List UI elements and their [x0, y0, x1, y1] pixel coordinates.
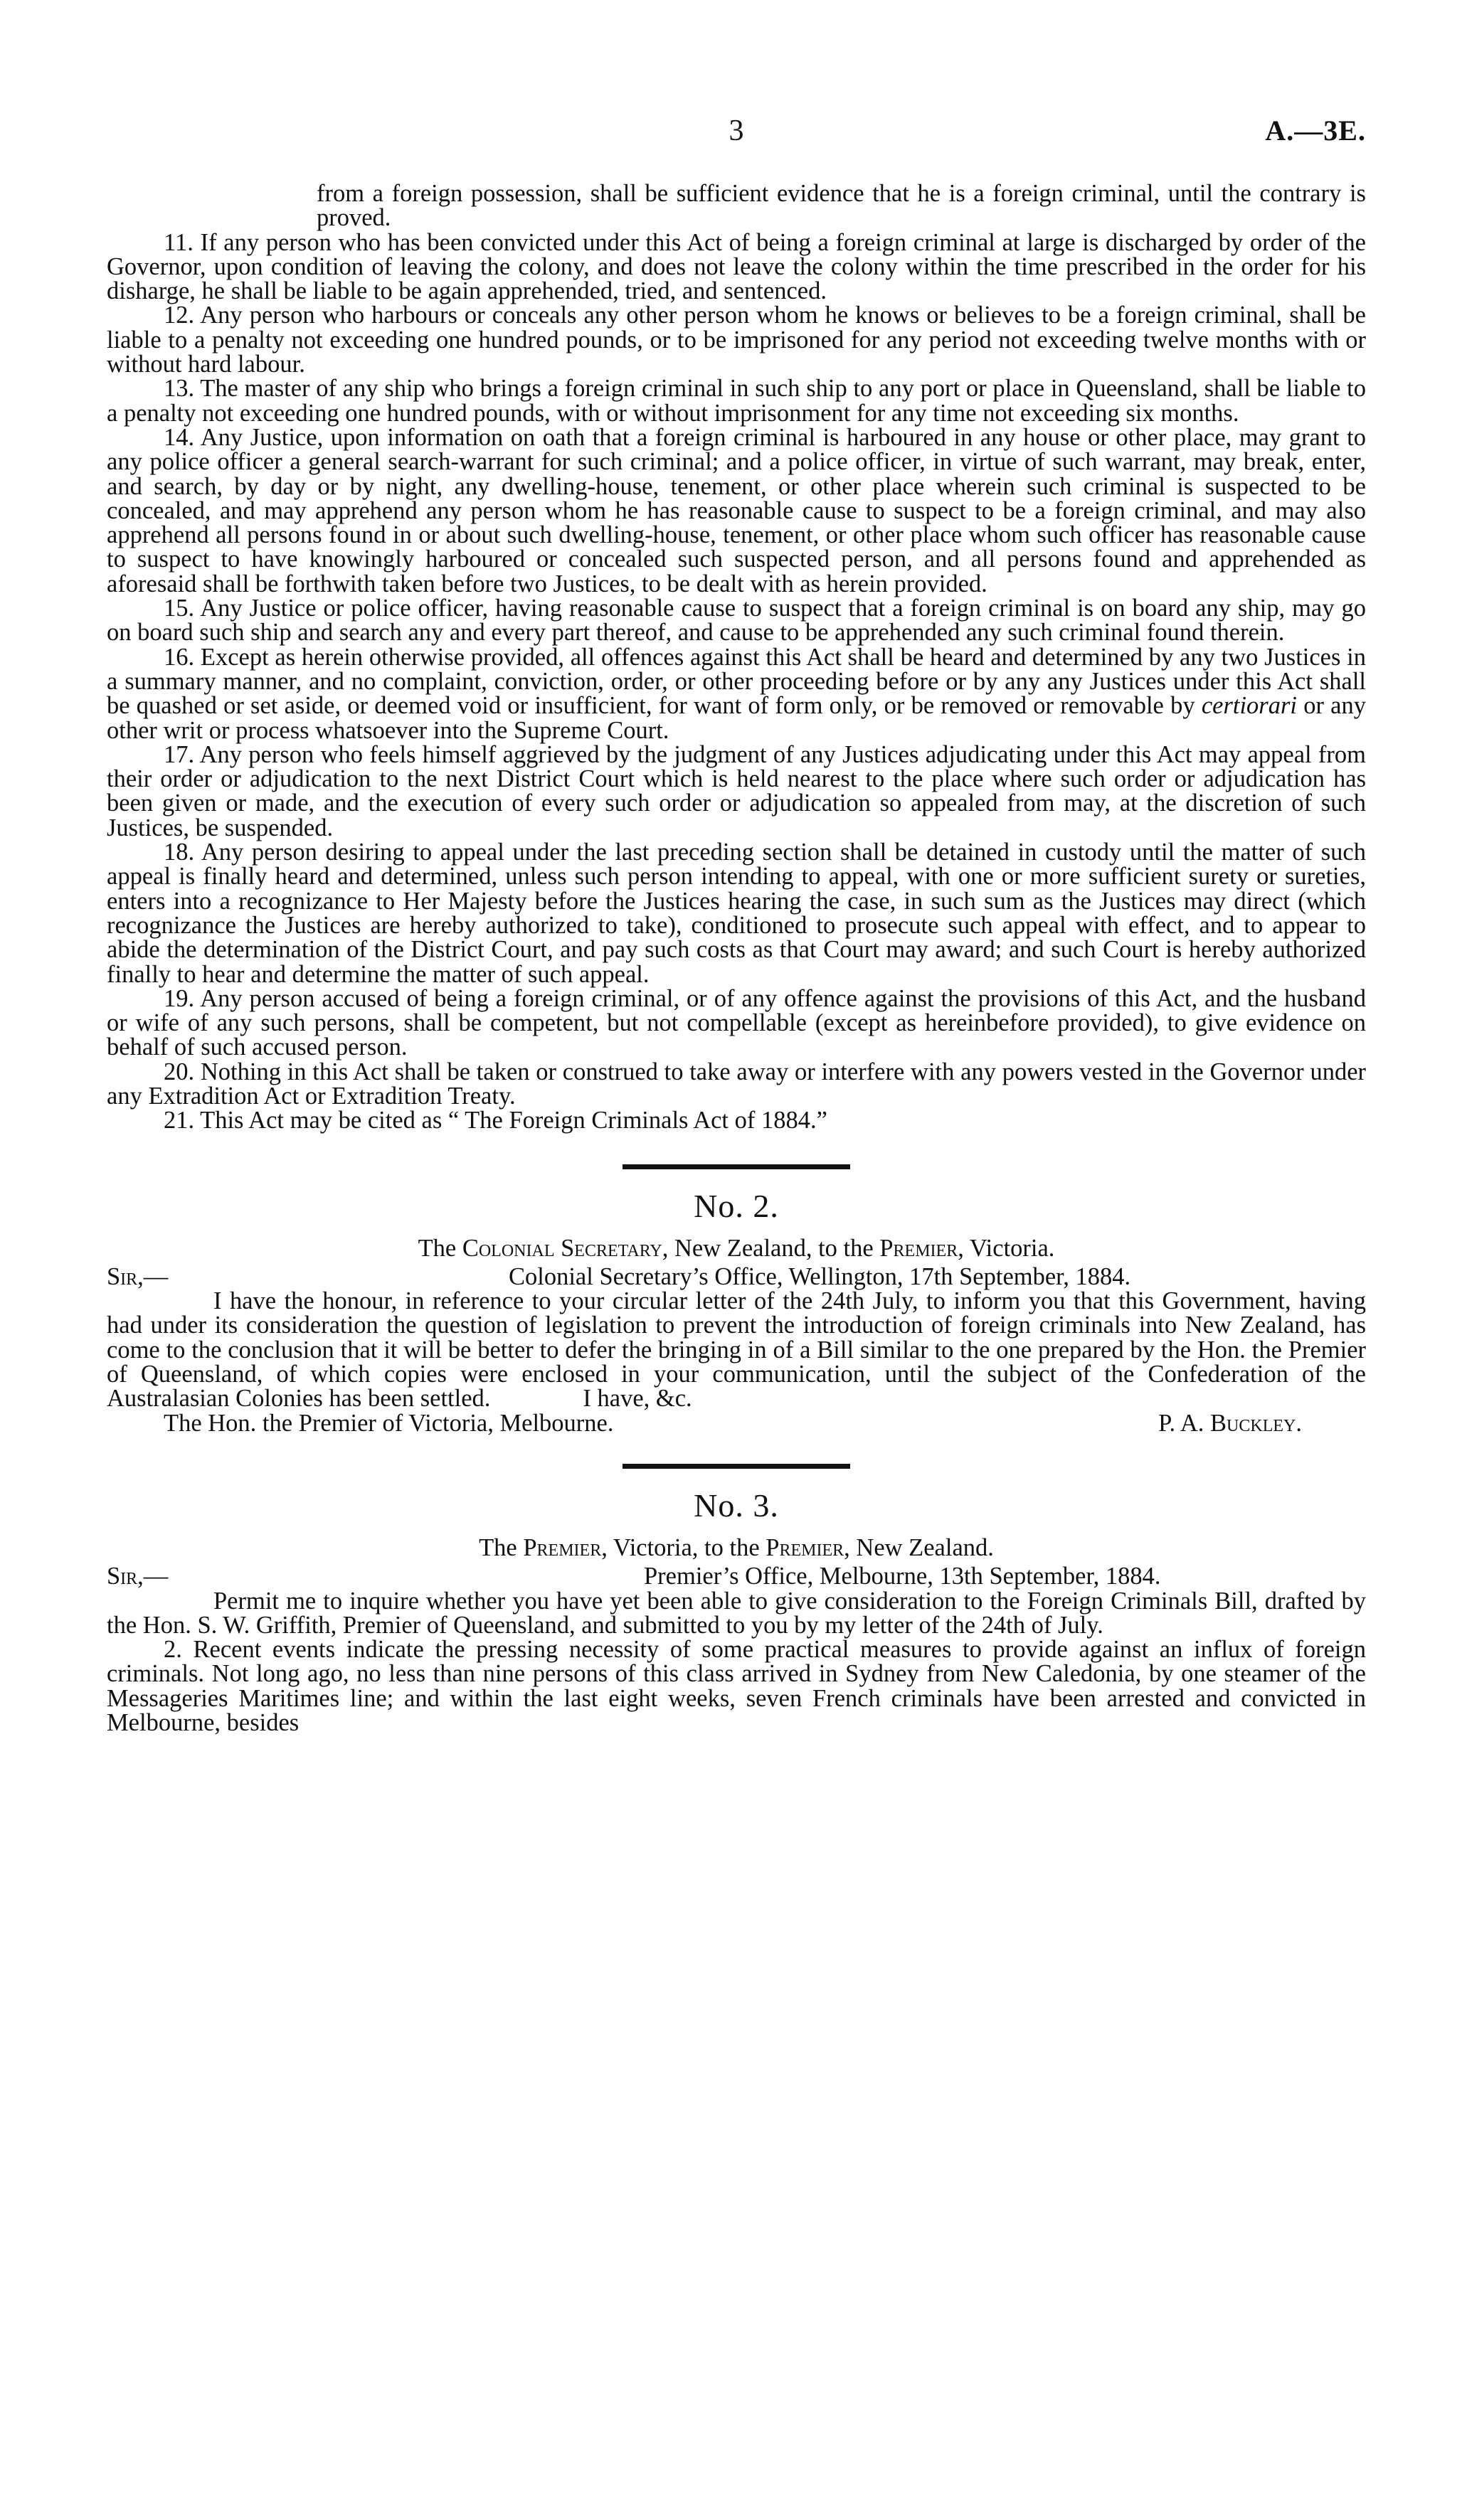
section-16	[107, 645, 1366, 743]
letter-2-to-title: Premier	[879, 1234, 958, 1262]
letter-3-from-mid: , Victoria, to the	[601, 1533, 766, 1561]
section-divider-rule	[623, 1164, 850, 1169]
letter-2-addressee: The Hon. the Premier of Victoria, Melbourne.	[164, 1409, 614, 1437]
letter-3-to-suffix: , New Zealand.	[844, 1533, 994, 1561]
section-16-certiorari: certiorari	[1201, 692, 1297, 720]
letter-3-salutation: Sir,—	[107, 1563, 169, 1590]
letter-2-salutation: Sir,—	[107, 1262, 169, 1290]
letter-2-salutation-row	[107, 1262, 1366, 1290]
letter-2-to-suffix: , Victoria.	[958, 1234, 1055, 1262]
section-divider-rule-2	[623, 1464, 850, 1469]
letter-2-number: No. 2.	[694, 1187, 779, 1224]
letter-2-body	[107, 1287, 1366, 1413]
section-18: 18. Any person desiring to appeal under the last preceding section shall be detained in custody until the matter of such appeal is finally heard and determined, unless such person intending to appeal, with one or more sufficient surety or sureties, enters into a recognizance to Her Majesty before the Justices hearing the case, in such sum as the Justices may direct (which recognizance the Justices are hereby authorized to take), conditioned to prosecute such appeal with effect, and to appear to abide the determination of the District Court, and pay such costs as that Court may award; and such Court is hereby authorized finally to hear and determine the matter of such appeal.	[107, 839, 1366, 988]
letter-3-salutation-row	[107, 1564, 1366, 1588]
letter-2-from-title: Colonial Secretary	[462, 1234, 662, 1262]
section-12: 12. Any person who harbours or conceals any other person whom he knows or believes to be a foreign criminal, shall be liable to a penalty not exceeding one hundred pounds, or to be imprisoned for any period not exceeding twelve months with or without hard labour.	[107, 302, 1366, 378]
letter-2-place-date: Colonial Secretary’s Office, Wellington, 17th September, 1884.	[509, 1262, 1131, 1290]
section-19: 19. Any person accused of being a foreign criminal, or of any offence against the provisions of this Act, and the husband or wife of any such persons, shall be competent, but not compellable (except as hereinbefore provided), to give evidence on behalf of such accused person.	[107, 984, 1366, 1061]
section-17: 17. Any person who feels himself aggrieved by the judgment of any Justices adjudicating under this Act may appeal from their order or adjudication to the next District Court which is held nearest to the place where such order or adjudication has been given or made, and the execution of every such order or adjudication so appealed from may, at the discretion of such Justices, be suspended.	[107, 740, 1366, 841]
letter-3-heading	[107, 1533, 1366, 1561]
letter-3-place-date: Premier’s Office, Melbourne, 13th September, 1884.	[644, 1563, 1161, 1590]
letter-3-from-prefix: The	[479, 1533, 524, 1561]
section-11: 11. If any person who has been convicted under this Act of being a foreign criminal at large is discharged by order of the Governor, upon condition of leaving the colony, and does not leave the colony within the time prescribed in the order for his disharge, he shall be liable to be again apprehended, tried, and sentenced.	[107, 228, 1366, 305]
section-13: 13. The master of any ship who brings a foreign criminal in such ship to any port or place in Queensland, shall be liable to a penalty not exceeding one hundred pounds, with or without imprisonment for any time not exceeding six months.	[107, 375, 1366, 427]
letter-2-signature-row	[107, 1411, 1366, 1435]
section-20: 20. Nothing in this Act shall be taken or construed to take away or interfere with any powers vested in the Governor under any Extradition Act or Extradition Treaty.	[107, 1058, 1366, 1110]
document-reference: A.—3E.	[1265, 115, 1366, 147]
section-16-text-a: 16. Except as herein otherwise provided, all offences against this Act shall be heard and determined by any two Justices in a summary manner, and no complaint, conviction, order, or other proceeding before or by any any Justices under this Act shall be quashed or set aside, or deemed void or insufficient, for want of form only, or be removed or removable by	[107, 643, 1366, 720]
letter-3-to-title: Premier	[766, 1533, 844, 1561]
section-21: 21. This Act may be cited as “ The Foreign Criminals Act of 1884.”	[164, 1107, 827, 1134]
letter-2-from-mid: , New Zealand, to the	[662, 1234, 880, 1262]
letter-2-heading	[107, 1236, 1366, 1260]
letter-2-from-prefix: The	[418, 1234, 462, 1262]
section-15: 15. Any Justice or police officer, having reasonable cause to suspect that a foreign criminal is on board any ship, may go on board such ship and search any and every part thereof, and cause to be apprehended any such criminal found therein.	[107, 595, 1366, 647]
letter-2-signer: P. A. Buckley.	[1158, 1409, 1302, 1437]
document-body	[107, 181, 1366, 1735]
section-14: 14. Any Justice, upon information on oath that a foreign criminal is harboured in any house or other place, may grant to any police officer a general search-warrant for such criminal; and a police officer, in virtue of such warrant, may break, enter, and search, by day or by night, any dwelling-house, tenement, or other place wherein such criminal is suspected to be concealed, and may apprehend any person whom he has reasonable cause to suspect to be a foreign criminal, and may also apprehend all persons found in or about such dwelling-house, tenement, or other place whom such officer has reasonable cause to suspect to have knowingly harboured or concealed such suspected person, and all persons found and apprehended as aforesaid shall be forthwith taken before two Justices, to be dealt with as herein provided.	[107, 423, 1366, 597]
section-10-continuation: from a foreign possession, shall be sufficient evidence that he is a foreign criminal, until the contrary is proved.	[317, 180, 1366, 232]
letter-2-body-text: I have the honour, in reference to your circular letter of the 24th July, to inform you that this Government, having had under its consideration the question of legislation to prevent the introduction of foreign criminals into New Zealand, has come to the conclusion that it will be better to defer the bringing in of a Bill similar to the one prepared by the Hon. the Premier of Queensland, of which copies were enclosed in your communication, until the subject of the Confederation of the Australasian Colonies has been settled.	[107, 1287, 1366, 1413]
letter-3-number: No. 3.	[694, 1487, 779, 1524]
letter-2-closing: I have, &c.	[583, 1385, 692, 1413]
letter-3-from-title: Premier	[523, 1533, 602, 1561]
letter-3-paragraph-2: 2. Recent events indicate the pressing necessity of some practical measures to provide against an influx of foreign criminals. Not long ago, no less than nine persons of this class arrived in Sydney from New Caledonia, by one steamer of the Messageries Maritimes line; and within the last eight weeks, seven French criminals have been arrested and convicted in Melbourne, besides	[107, 1636, 1366, 1737]
page-number: 3	[729, 115, 744, 147]
section-16-text-b: or any other writ or process whatsoever into the Supreme Court.	[107, 692, 1366, 744]
page-header	[107, 114, 1366, 164]
letter-3-paragraph-1: Permit me to inquire whether you have yet been able to give consideration to the Foreign Criminals Bill, drafted by the Hon. S. W. Griffith, Premier of Queensland, and submitted to you by my letter of the 24th of July.	[107, 1587, 1366, 1639]
